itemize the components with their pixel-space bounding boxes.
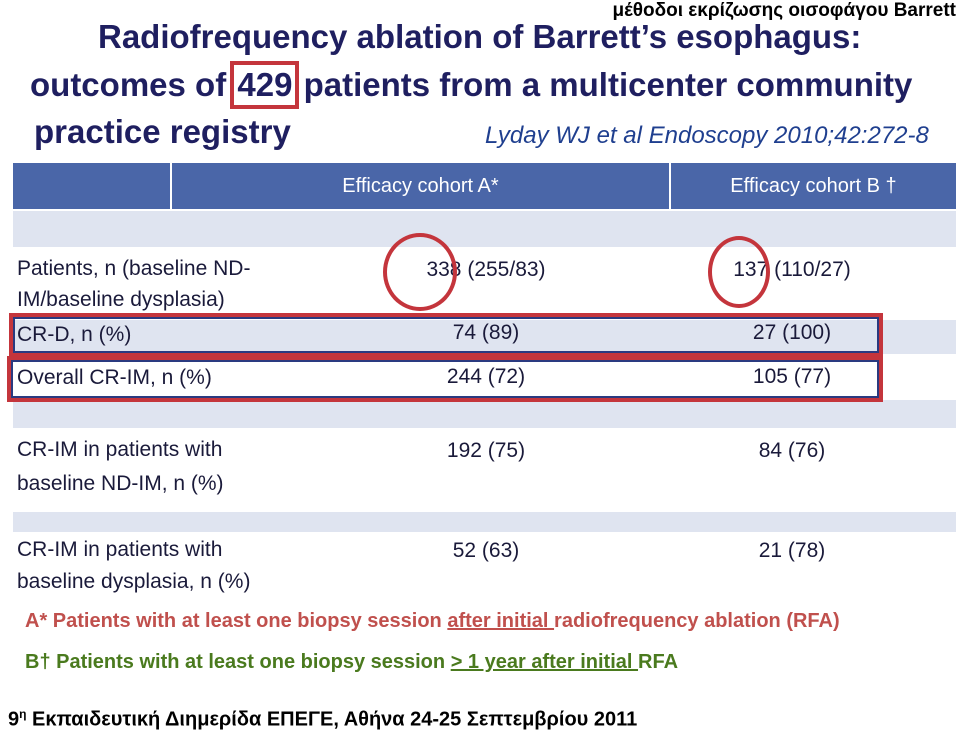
event-footer [8,707,637,732]
row-label: baseline ND-IM, n (%) [17,472,224,495]
footnote-underlined: after initial [447,610,555,632]
footnote-text: radiofrequency ablation (RFA) [554,610,840,632]
footer-superscript: η [19,707,27,721]
header-cohort-b: Efficacy cohort B † [730,175,897,197]
footnote-a [25,610,840,633]
cell-cohort-a: 192 (75) [446,439,526,462]
cell-cohort-a: 74 (89) [452,321,520,344]
cell-cohort-a: 338 (255/83) [426,258,546,281]
citation: Lyday WJ et al Endoscopy 2010;42:272-8 [485,122,929,149]
row-label: Overall CR-IM, n (%) [17,366,212,389]
slide-title-line-3: practice registry [34,113,291,150]
cell-cohort-b: 27 (100) [752,321,832,344]
footer-text: Εκπαιδευτική Διημερίδα ΕΠΕΓΕ, Αθήνα 24-25 Σεπτεμβρίου 2011 [26,708,638,731]
table-band [13,512,956,532]
title-text: patients from a multicenter community [294,66,913,103]
cell-cohort-b: 137 (110/27) [733,258,851,281]
row-label: baseline dysplasia, n (%) [17,570,251,593]
cell-cohort-b: 21 (78) [758,539,826,562]
cell-cohort-a: 244 (72) [446,365,526,388]
slide-title-line-2 [30,66,912,104]
cell-cohort-b: 105 (77) [752,365,832,388]
table-band [13,400,956,428]
highlight-circle-cohort-a [383,233,457,311]
footnote-b [25,651,678,674]
title-text: outcomes of [30,66,236,103]
corner-label: μέθοδοι εκρίζωσης οισοφάγου Barrett [612,0,956,21]
cell-cohort-a: 52 (63) [452,539,520,562]
row-label: CR-D, n (%) [17,323,132,346]
row-label: Patients, n (baseline ND- [17,257,251,280]
footnote-text: B† Patients with at least one biopsy session [25,651,451,673]
row-label: CR-IM in patients with [17,538,223,561]
highlight-box-overall-cr-im [7,356,883,402]
slide-title-line-1: Radiofrequency ablation of Barrett’s esophagus: [98,18,862,55]
highlight-box-cr-d [9,313,883,357]
footer-number: 9 [8,708,20,731]
table-band [13,211,956,247]
footnote-text: A* Patients with at least one biopsy session [25,610,448,632]
cell-cohort-b: 84 (76) [758,439,826,462]
highlight-circle-cohort-b [708,236,770,308]
patient-count-highlight: 429 [237,66,293,103]
footnote-underlined: > 1 year after initial [450,651,639,673]
table-header [13,163,956,209]
row-label: IM/baseline dysplasia) [17,288,225,311]
row-label: CR-IM in patients with [17,438,223,461]
header-cohort-a: Efficacy cohort A* [342,175,499,197]
footnote-text: RFA [638,651,679,673]
